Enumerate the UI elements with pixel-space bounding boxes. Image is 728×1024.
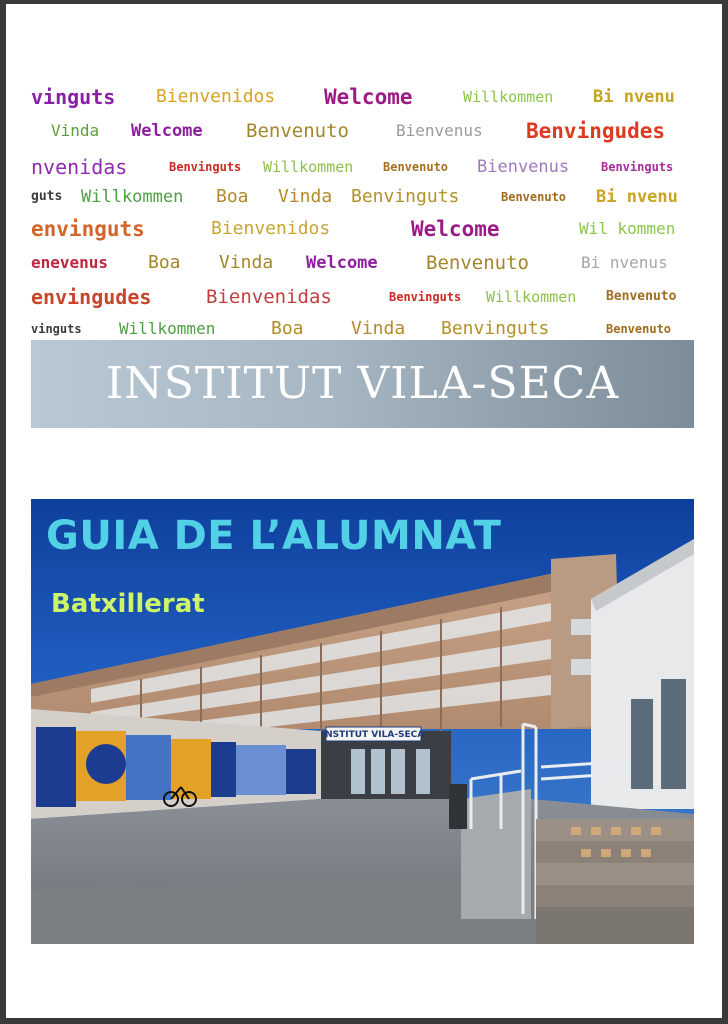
welcome-row (31, 152, 694, 182)
welcome-words-banner (31, 76, 694, 344)
welcome-word: Benvenuto (426, 252, 529, 274)
welcome-word: Willkommen (263, 158, 354, 176)
welcome-word: Bienvenidos (211, 218, 331, 239)
welcome-row (31, 116, 694, 146)
welcome-word: Bienvenidos (156, 86, 276, 107)
welcome-word: Boa (271, 318, 304, 339)
school-name: INSTITUT VILA-SECA (105, 358, 620, 409)
welcome-word: Willkommen (486, 288, 577, 306)
welcome-word: Benvenuto (606, 322, 672, 336)
welcome-word: vinguts (31, 85, 116, 109)
welcome-word: envingudes (31, 285, 152, 309)
welcome-word: Willkommen (463, 88, 554, 106)
welcome-word: Vinda (278, 186, 333, 207)
welcome-word: Welcome (324, 85, 413, 109)
welcome-word: Willkommen (81, 187, 184, 207)
welcome-word: enevenus (31, 253, 109, 272)
welcome-word: Benvinguts (389, 290, 462, 304)
welcome-word: Vinda (219, 252, 274, 273)
welcome-row (31, 282, 694, 312)
welcome-word: guts (31, 189, 63, 204)
welcome-word: Wil kommen (579, 219, 676, 238)
school-name-band (31, 340, 694, 428)
school-building-photo (31, 499, 694, 944)
welcome-word: Welcome (411, 217, 500, 241)
welcome-word: Bi nvenus (581, 253, 668, 272)
welcome-word: Bienvenidas (206, 286, 332, 308)
welcome-word: envinguts (31, 217, 145, 241)
stairs (536, 819, 694, 944)
welcome-row (31, 82, 694, 112)
welcome-word: Benvinguts (351, 186, 460, 207)
welcome-word: Benvinguts (169, 160, 242, 174)
welcome-word: Benvinguts (441, 318, 550, 339)
welcome-word: Benvenuto (383, 160, 449, 174)
welcome-word: Bienvenus (396, 121, 483, 140)
entrance-sign: INSTITUT VILA-SECA (321, 730, 425, 740)
welcome-word: Vinda (351, 318, 406, 339)
welcome-row (31, 214, 694, 244)
welcome-word: Benvenuto (606, 289, 677, 304)
welcome-word: Benvenuto (501, 190, 567, 204)
welcome-word: Benvinguts (601, 160, 674, 174)
welcome-word: Bienvenus (477, 157, 570, 177)
welcome-word: Welcome (306, 253, 378, 273)
education-level: Batxillerat (51, 589, 205, 619)
welcome-row (31, 248, 694, 278)
guide-title: GUIA DE L’ALUMNAT (46, 513, 502, 559)
welcome-word: Boa (216, 186, 249, 207)
page (6, 4, 722, 1018)
welcome-word: Bi nvenu (593, 87, 675, 107)
welcome-word: Vinda (51, 121, 100, 140)
welcome-word: Boa (148, 252, 181, 273)
welcome-word: Willkommen (119, 319, 216, 338)
welcome-word: vinguts (31, 322, 82, 336)
welcome-word: Benvenuto (246, 120, 349, 142)
welcome-word: Benvingudes (526, 119, 666, 143)
welcome-word: Bi nvenu (596, 187, 678, 207)
welcome-row (31, 182, 694, 212)
welcome-word: nvenidas (31, 155, 128, 179)
welcome-word: Welcome (131, 121, 203, 141)
cover-photo (31, 499, 694, 944)
